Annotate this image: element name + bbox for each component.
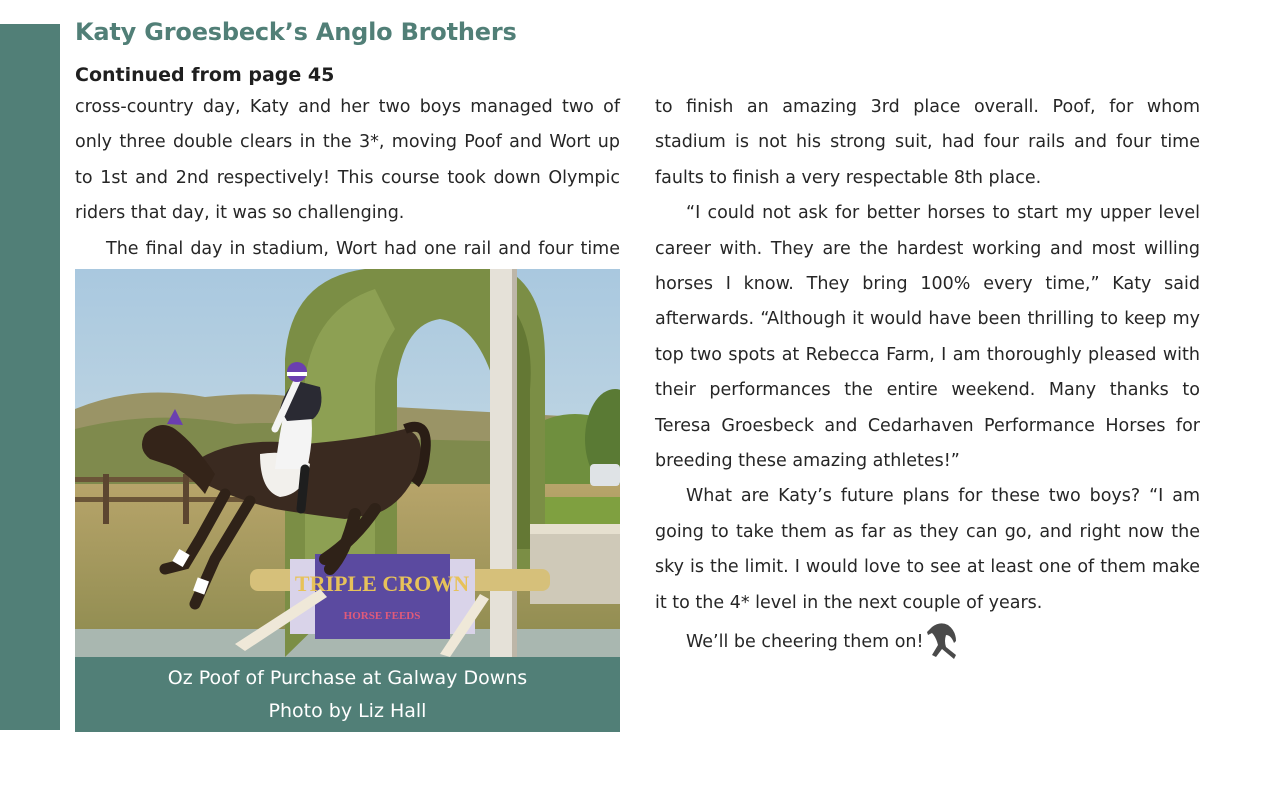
right-column — [655, 90, 1200, 661]
photo-figure — [75, 269, 620, 732]
banner-subtext: HORSE FEEDS — [343, 610, 421, 622]
caption-line-2: Photo by Liz Hall — [268, 700, 427, 722]
photo-caption — [75, 657, 620, 732]
article-title: Katy Groesbeck’s Anglo Brothers — [75, 18, 517, 46]
banner-text: TRIPLE CROWN — [294, 571, 470, 596]
left-paragraph-1: cross-country day, Katy and her two boys managed two of only three double clears in the 3*, moving Poof and Wort up to 1st and 2nd respectively! This course took down Olympic riders that day, it was so challenging. — [75, 97, 620, 224]
caption-line-1: Oz Poof of Purchase at Galway Downs — [167, 667, 528, 689]
right-paragraph-3: What are Katy’s future plans for these two boys? “I am going to take them as far as they can go, and right now the sky is the limit. I would love to see at least one of them make it to the 4* level in the next couple of years. — [655, 486, 1200, 613]
closing-line: We’ll be cheering them on! — [686, 632, 924, 653]
right-paragraph-2: “I could not ask for better horses to start my upper level career with. They are the hardest working and most willing horses I know. They bring 100% every time,” Katy said afterwards. “Although it would have been thrilling to keep my top two spots at Rebecca Farm, I am thoroughly pleased with their performances the entire weekend. Many thanks to Teresa Groesbeck and Cedarhaven Performance Horses for breeding these amazing athletes!” — [655, 203, 1200, 472]
continued-from-label: Continued from page 45 — [75, 64, 335, 86]
right-paragraph-1: to finish an amazing 3rd place overall. Poof, for whom stadium is not his strong suit, had four rails and four time faults to finish a very respectable 8th place. — [655, 97, 1200, 188]
right-paragraph-4 — [655, 621, 1200, 661]
side-accent-bar — [0, 24, 60, 730]
horse-jumping-photo — [75, 269, 620, 657]
left-paragraph-2: The final day in stadium, Wort had one rail and four time — [106, 238, 620, 259]
horse-silhouette-icon — [926, 621, 960, 661]
